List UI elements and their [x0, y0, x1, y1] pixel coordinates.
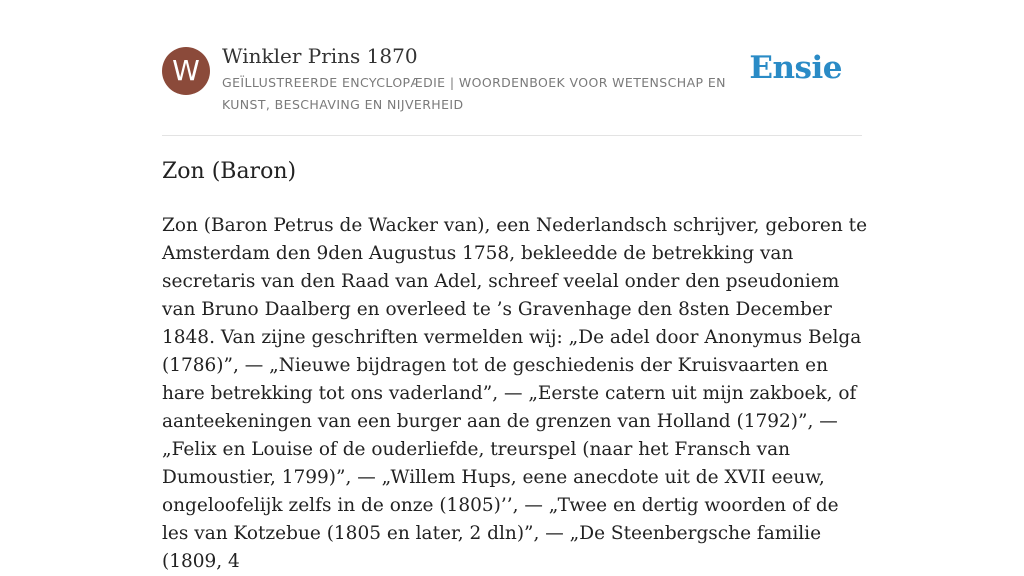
source-avatar[interactable]: W	[162, 47, 210, 95]
source-header	[162, 42, 862, 136]
source-subtitle: GEÏLLUSTREERDE ENCYCLOPÆDIE | WOORDENBOEK VOOR WETENSCHAP EN KUNST, BESCHAVING EN NIJVERHEID	[222, 75, 726, 112]
ensie-logo[interactable]: Ensie	[749, 50, 842, 86]
source-title[interactable]: Winkler Prins 1870	[222, 44, 418, 68]
article-body: Zon (Baron Petrus de Wacker van), een Nederlandsch schrijver, geboren te Amsterdam den 9den Augustus 1758, bekleedde de betrekking van secretaris van den Raad van Adel, schreef veelal onder den pseudoniem van Bruno Daalberg en overleed te ’s Gravenhage den 8sten December 1848. Van zijne geschriften vermelden wij: „De adel door Anonymus Belga (1786)”, — „Nieuwe bijdragen tot de geschiedenis der Kruisvaarten en hare betrekking tot ons vaderland”, — „Eerste catern uit mijn zakboek, of aanteekeningen van een burger aan de grenzen van Holland (1792)”, — „Felix en Louise of de ouderliefde, treurspel (naar het Fransch van Dumoustier, 1799)”, — „Willem Hups, eene anecdote uit de XVII eeuw, ongeloofelijk zelfs in de onze (1805)’’, — „Twee en dertig woorden of de les van Kotzebue (1805 en later, 2 dln)”, — „De Steenbergsche familie (1809, 4	[162, 215, 868, 572]
article-title: Zon (Baron)	[162, 159, 297, 184]
